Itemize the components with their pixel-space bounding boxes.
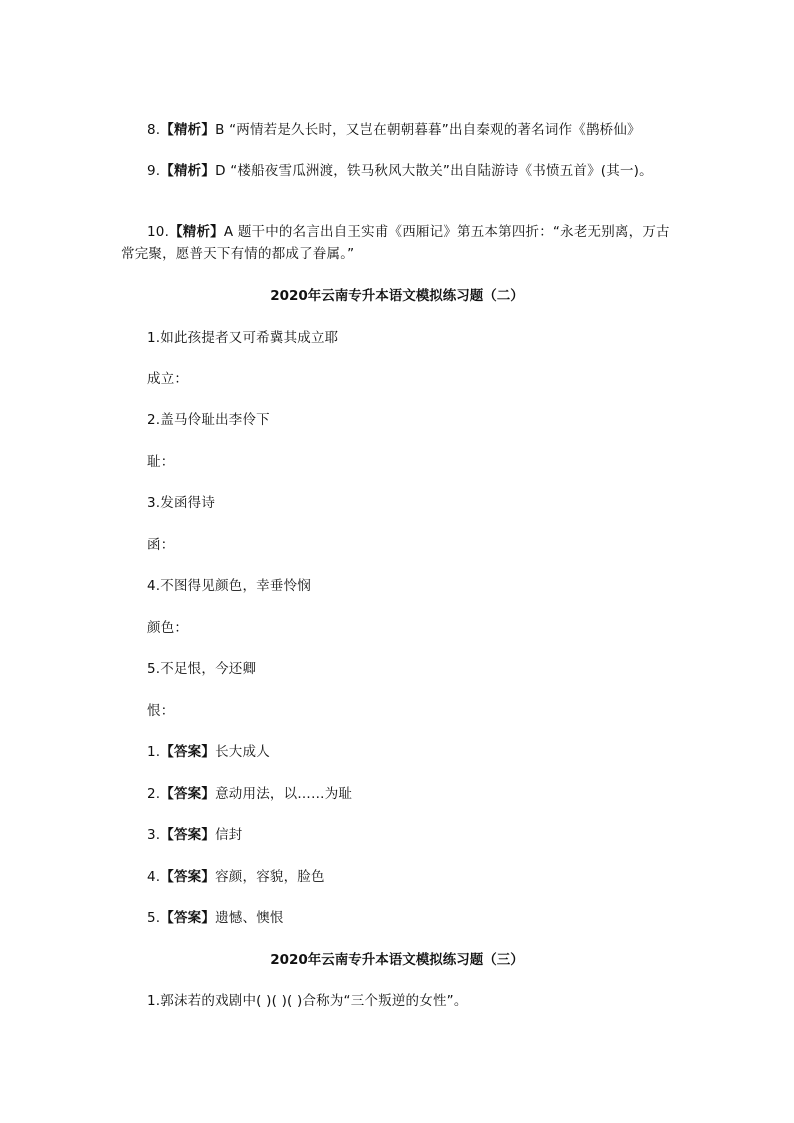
analysis-item-9: [147, 162, 653, 180]
question-3: 3.发函得诗: [147, 495, 216, 511]
answer-4: [147, 868, 325, 886]
analysis-text: “楼船夜雪瓜洲渡，铁马秋风大散关”出自陆游诗《书愤五首》(其一)。: [230, 163, 653, 179]
analysis-item-10: [121, 221, 681, 265]
section-3-question-1: 1.郭沫若的戏剧中( )( )( )合称为“三个叛逆的女性”。: [147, 993, 468, 1009]
answer-tag: 【答案】: [160, 827, 216, 843]
answer-3: [147, 826, 243, 844]
item-number: 9.: [147, 163, 161, 179]
answer-number: 2.: [147, 786, 161, 802]
question-4: 4.不图得见颜色，幸垂怜悯: [147, 578, 311, 594]
section-3-title: 2020年云南专升本语文模拟练习题（三）: [270, 952, 524, 968]
question-1-term: 成立：: [147, 371, 189, 387]
answer-tag: 【答案】: [160, 744, 216, 760]
answer-letter: A: [223, 224, 234, 240]
answer-text: 遗憾、懊恨: [215, 910, 284, 926]
answer-2: [147, 785, 352, 803]
analysis-tag: 【精析】: [160, 122, 216, 138]
answer-number: 4.: [147, 869, 161, 885]
analysis-text: “两情若是久长时，又岂在朝朝暮暮”出自秦观的著名词作《鹊桥仙》: [229, 122, 641, 138]
answer-number: 1.: [147, 744, 161, 760]
question-2-term: 耻：: [147, 454, 175, 470]
analysis-item-8: [147, 121, 641, 139]
question-5-term: 恨：: [147, 703, 175, 719]
question-1: 1.如此孩提者又可希冀其成立耶: [147, 330, 339, 346]
item-number: 10.: [147, 224, 170, 240]
answer-1: [147, 743, 270, 761]
answer-letter: B: [215, 122, 225, 138]
answer-text: 容颜，容貌，脸色: [215, 869, 325, 885]
answer-text: 意动用法，以……为耻: [215, 786, 353, 802]
answer-text: 长大成人: [215, 744, 270, 760]
answer-letter: D: [215, 163, 226, 179]
answer-tag: 【答案】: [160, 910, 216, 926]
question-5: 5.不足恨，今还卿: [147, 661, 257, 677]
section-2-title: 2020年云南专升本语文模拟练习题（二）: [270, 288, 524, 304]
answer-tag: 【答案】: [160, 786, 216, 802]
answer-tag: 【答案】: [160, 869, 216, 885]
answer-5: [147, 909, 284, 927]
item-number: 8.: [147, 122, 161, 138]
question-3-term: 函：: [147, 537, 175, 553]
answer-number: 3.: [147, 827, 161, 843]
answer-number: 5.: [147, 910, 161, 926]
analysis-tag: 【精析】: [169, 224, 224, 240]
analysis-tag: 【精析】: [160, 163, 216, 179]
question-2: 2.盖马伶耻出李伶下: [147, 412, 270, 428]
analysis-text: 题干中的名言出自王实甫《西厢记》第五本第四折：“永老无别离，万古常完聚，愿普天下有情的都成了眷属。”: [121, 224, 670, 262]
answer-text: 信封: [215, 827, 243, 843]
question-4-term: 颜色：: [147, 620, 189, 636]
